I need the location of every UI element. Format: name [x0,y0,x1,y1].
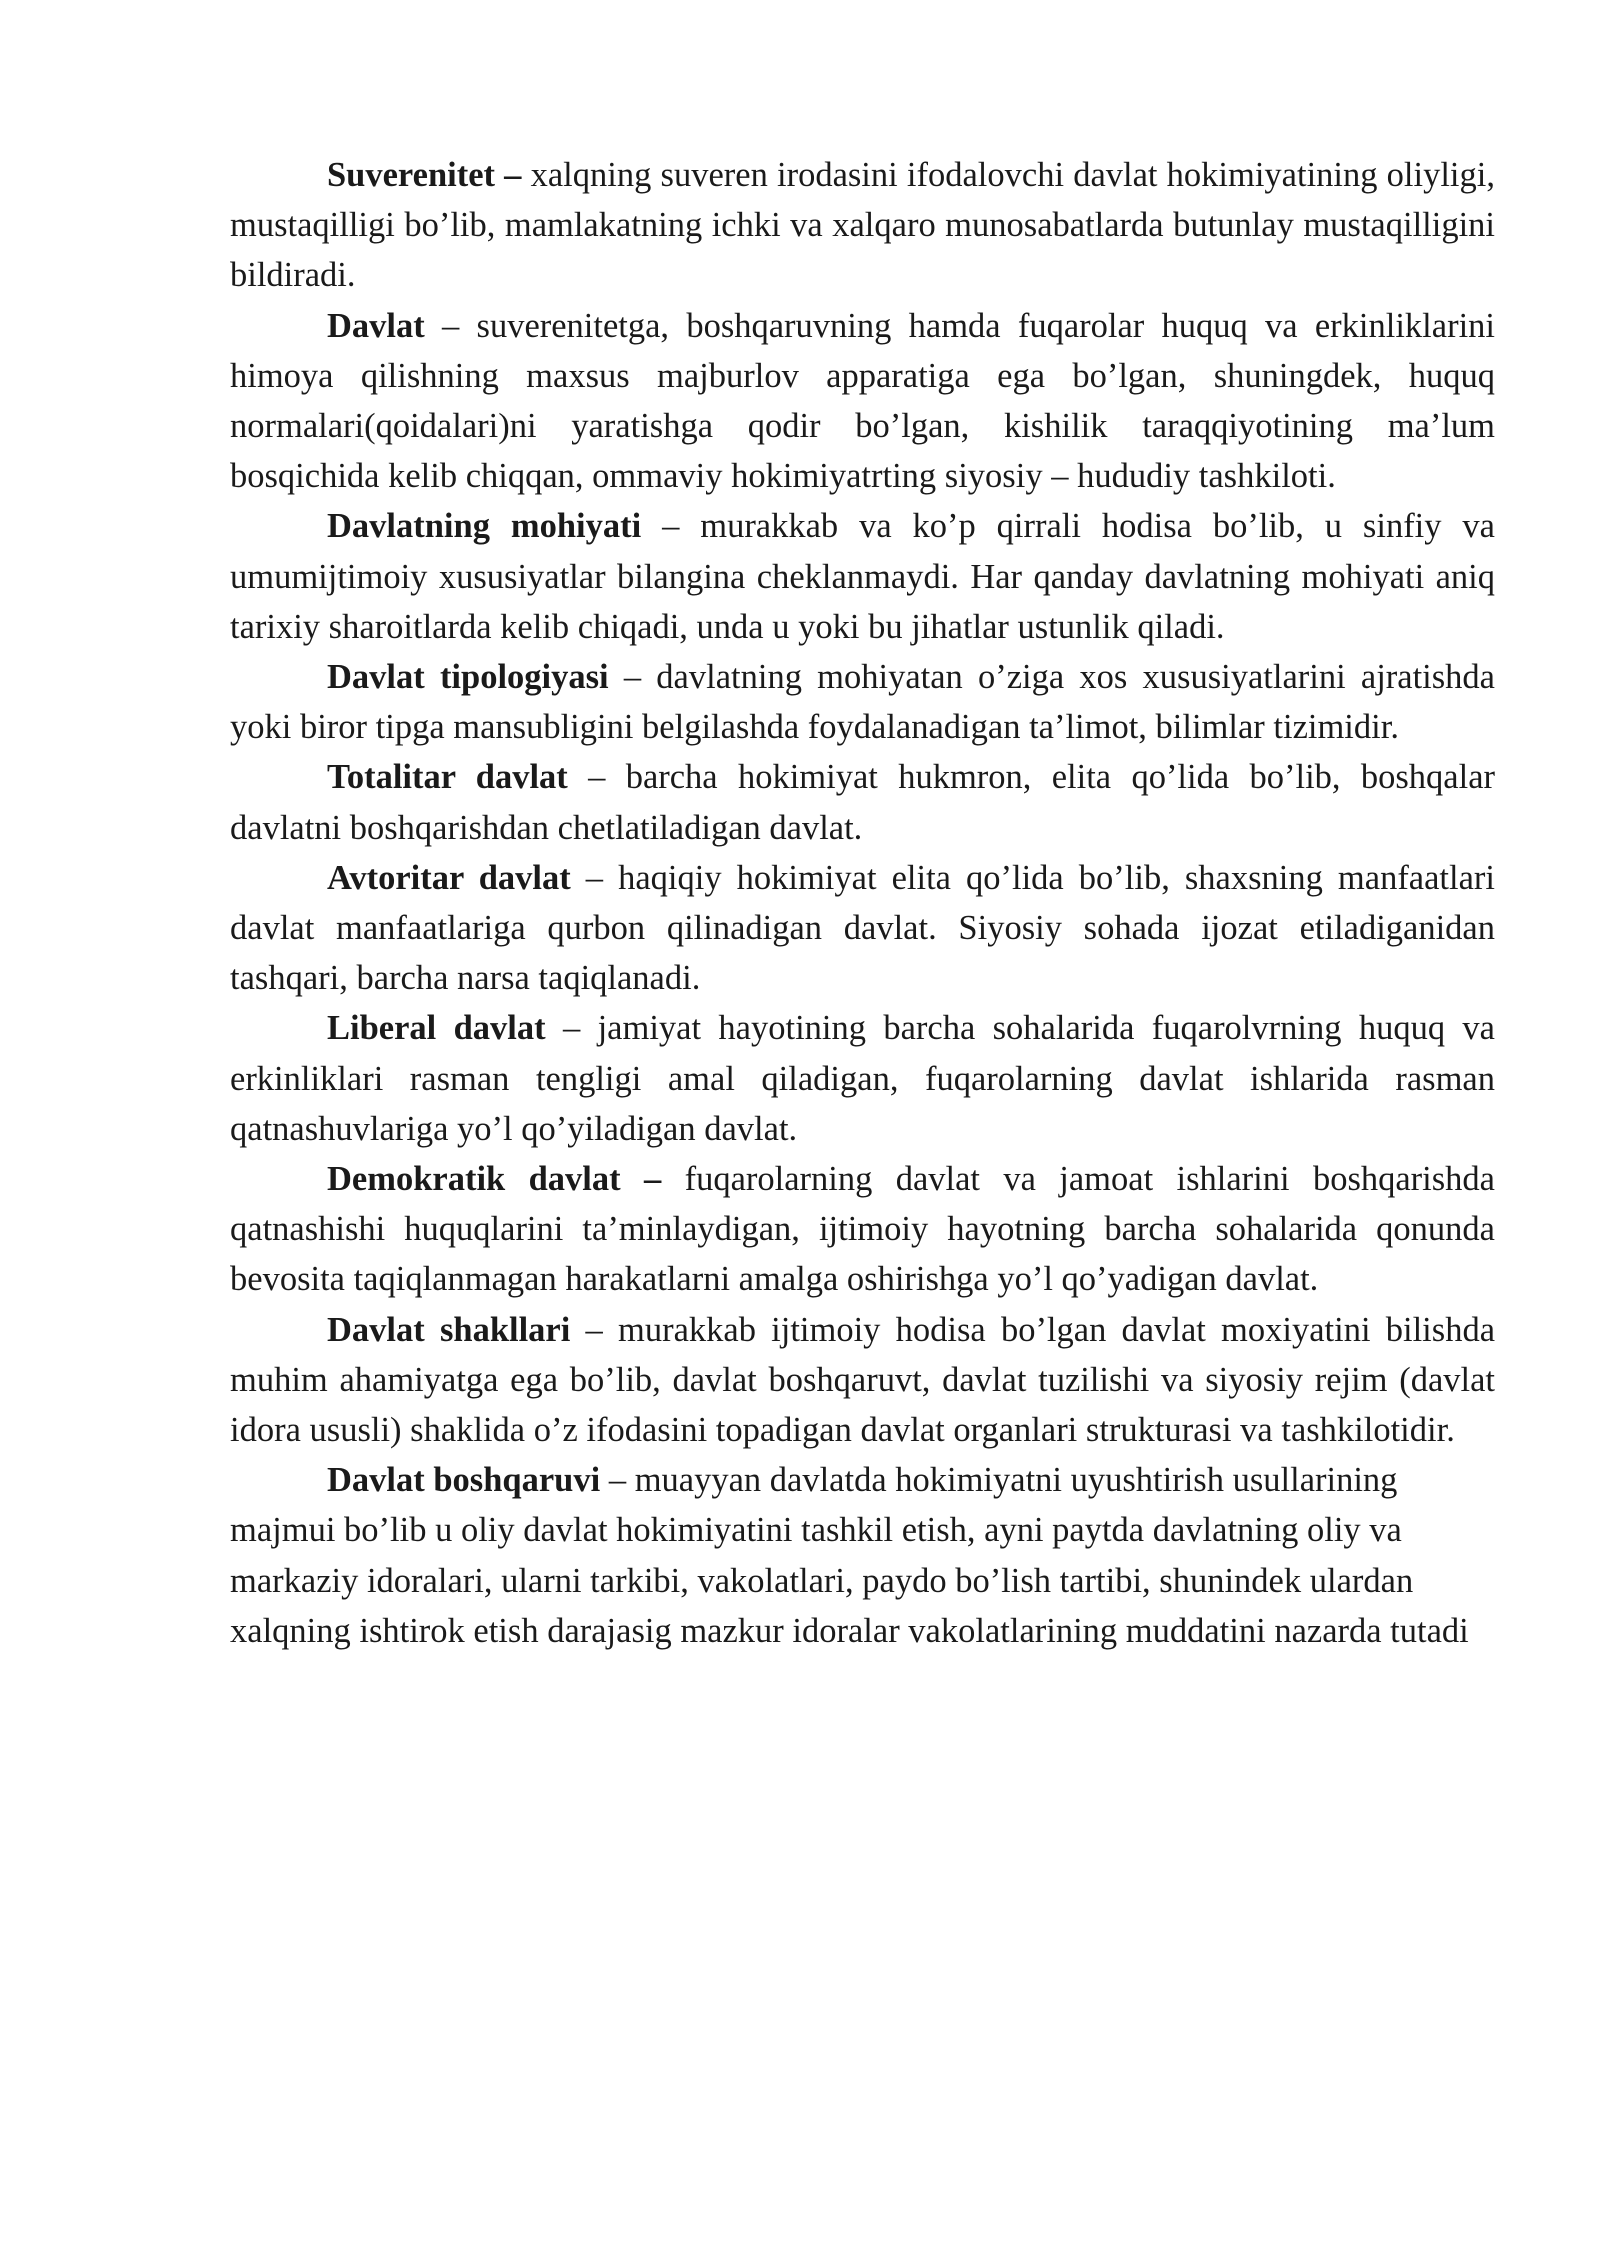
definition-davlat-tipologiyasi: – davlatning mohiyatan o’ziga xos xususiyatlarini ajratishda yoki biror tipga mansubligini belgilashda foydalanadigan ta’limot, bilimlar tizimidir. [230,658,1495,747]
definition-avtoritar-davlat: – haqiqiy hokimiyat elita qo’lida bo’lib, shaxsning manfaatlari davlat manfaatlariga qurbon qilinadigan davlat. Siyosiy sohada ijozat etiladiganidan tashqari, barcha narsa taqiqlanadi. [230,858,1495,998]
term-davlat-tipologiyasi: Davlat tipologiyasi [327,658,609,697]
definition-liberal-davlat: – jamiyat hayotining barcha sohalarida fuqarolvrning huquq va erkinliklari rasman tengligi amal qiladigan, fuqarolarning davlat ishlarida rasman qatnashuvlariga yo’l qo’yiladigan davlat. [230,1009,1495,1148]
paragraph-davlatning-mohiyati [230,501,1495,652]
term-davlat: Davlat [327,306,425,345]
definition-davlat-shakllari: – murakkab ijtimoiy hodisa bo’lgan davlat moxiyatini bilishda muhim ahamiyatga ega bo’lib, davlat boshqaruvt, davlat tuzilishi va siyosiy rejim (davlat idora ususli) shaklida o’z ifodasini topadigan davlat organlari strukturasi va tashkilotidir. [230,1310,1496,1450]
paragraph-suverenitet [230,150,1495,301]
paragraph-davlat-boshqaruvi [230,1455,1495,1656]
term-avtoritar-davlat: Avtoritar davlat [327,858,571,897]
paragraph-davlat-shakllari [230,1305,1495,1456]
paragraph-davlat [230,301,1495,502]
definition-totalitar-davlat: – barcha hokimiyat hukmron, elita qo’lida bo’lib, boshqalar davlatni boshqarishdan chetlatiladigan davlat. [230,758,1495,847]
definition-davlatning-mohiyati: – murakkab va ko’p qirrali hodisa bo’lib, u sinfiy va umumijtimoiy xususiyatlar bilangina cheklanmaydi. Har qanday davlatning mohiyati aniq tarixiy sharoitlarda kelib chiqadi, unda u yoki bu jihatlar ustunlik qiladi. [230,507,1495,646]
definition-davlat-boshqaruvi: – muayyan davlatda hokimiyatni uyushtirish usullarining majmui bo’lib u oliy davlat hokimiyatini tashkil etish, ayni paytda davlatning oliy va markaziy idoralari, ularni tarkibi, vakolatlari, paydo bo’lish tartibi, shunindek ulardan xalqning ishtirok etish darajasig mazkur idoralar vakolatlarining muddatini nazarda tutadi [230,1461,1469,1650]
term-suverenitet: Suverenitet – [327,156,522,194]
term-davlatning-mohiyati: Davlatning mohiyati [327,507,642,546]
paragraph-liberal-davlat [230,1003,1495,1154]
definition-suverenitet: xalqning suveren irodasini ifodalovchi davlat hokimiyatining oliyligi, mustaqilligi bo’lib, mamlakatning ichki va xalqaro munosabatlarda butunlay mustaqilligini bildiradi. [230,156,1495,295]
paragraph-davlat-tipologiyasi [230,652,1495,752]
paragraph-demokratik-davlat [230,1154,1495,1305]
definition-davlat: – suverenitetga, boshqaruvning hamda fuqarolar huquq va erkinliklarini himoya qilishning maxsus majburlov apparatiga ega bo’lgan, shuningdek, huquq normalari(qoidalari)ni yaratishga qodir bo’lgan, kishilik taraqqiyotining ma’lum bosqichida kelib chiqqan, ommaviy hokimiyatrting siyosiy – hududiy tashkiloti. [230,306,1495,496]
term-demokratik-davlat: Demokratik davlat – [327,1160,662,1199]
term-davlat-boshqaruvi: Davlat boshqaruvi [327,1461,601,1500]
document-page [230,150,1495,1656]
term-totalitar-davlat: Totalitar davlat [327,758,568,797]
term-liberal-davlat: Liberal davlat [327,1009,546,1048]
term-davlat-shakllari: Davlat shakllari [327,1310,571,1349]
definition-demokratik-davlat: fuqarolarning davlat va jamoat ishlarini boshqarishda qatnashishi huquqlarini ta’minlaydigan, ijtimoiy hayotning barcha sohalarida qonunda bevosita taqiqlanmagan harakatlarni amalga oshirishga yo’l qo’yadigan davlat. [230,1160,1495,1299]
paragraph-totalitar-davlat [230,752,1495,852]
paragraph-avtoritar-davlat [230,853,1495,1004]
